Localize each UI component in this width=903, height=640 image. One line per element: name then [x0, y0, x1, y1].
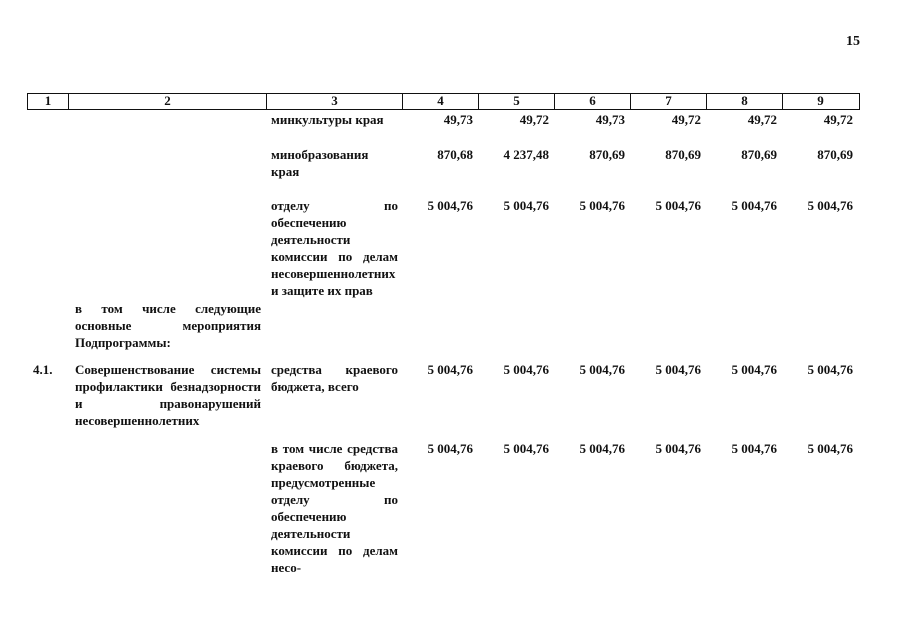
column-number-9: 9 — [817, 93, 824, 108]
value-cell: 5 004,76 — [731, 198, 777, 213]
value-cell: 49,72 — [747, 112, 777, 127]
value-cell: 5 004,76 — [655, 198, 701, 213]
value-cell: 5 004,76 — [503, 362, 549, 377]
value-cell: 5 004,76 — [503, 198, 549, 213]
table-header-row — [27, 93, 860, 110]
value-cell: 5 004,76 — [807, 441, 853, 456]
column-number-3: 3 — [267, 94, 403, 109]
column-number-2: 2 — [69, 94, 267, 109]
value-cell: 4 237,48 — [503, 147, 549, 162]
value-cell: 5 004,76 — [503, 441, 549, 456]
value-cell: 870,69 — [817, 147, 853, 162]
value-cell: 5 004,76 — [579, 441, 625, 456]
column-number-1: 1 — [28, 94, 69, 109]
value-cell: 5 004,76 — [731, 441, 777, 456]
value-cell: 5 004,76 — [807, 362, 853, 377]
value-cell: 870,69 — [589, 147, 625, 162]
value-cell: 5 004,76 — [579, 198, 625, 213]
section-caption: в том числе следующие основные мероприятия Подпрограммы: — [75, 301, 261, 350]
value-cell: 49,72 — [519, 112, 549, 127]
funding-source: средства краевого бюджета, всего — [271, 362, 398, 394]
value-cell: 5 004,76 — [427, 198, 473, 213]
value-cell: 870,69 — [665, 147, 701, 162]
value-cell: 49,72 — [823, 112, 853, 127]
value-cell: 5 004,76 — [731, 362, 777, 377]
item-number: 4.1. — [33, 362, 53, 377]
value-cell: 5 004,76 — [655, 362, 701, 377]
column-number-8: 8 — [707, 94, 783, 109]
funding-source: в том числе средства краевого бюджета, предусмотренные отделу по обеспечению деятельности комиссии по делам несо- — [271, 441, 398, 575]
value-cell: 49,72 — [671, 112, 701, 127]
value-cell: 870,68 — [437, 147, 473, 162]
column-number-6: 6 — [555, 94, 631, 109]
value-cell: 49,73 — [595, 112, 625, 127]
value-cell: 49,73 — [443, 112, 473, 127]
page-number: 15 — [846, 34, 860, 49]
value-cell: 5 004,76 — [655, 441, 701, 456]
column-number-4: 4 — [403, 94, 479, 109]
recipient-label: минкультуры края — [271, 112, 384, 127]
value-cell: 5 004,76 — [807, 198, 853, 213]
recipient-label: минобразования края — [271, 147, 369, 179]
recipient-label: отделу по обеспечению деятельности комиссии по делам несовершеннолетних и защите их прав — [271, 198, 398, 298]
value-cell: 5 004,76 — [579, 362, 625, 377]
column-number-5: 5 — [479, 94, 555, 109]
value-cell: 5 004,76 — [427, 362, 473, 377]
value-cell: 5 004,76 — [427, 441, 473, 456]
activity-name: Совершенствование системы профилактики безнадзорности и правонарушений несовершеннолетних — [75, 362, 261, 428]
column-number-7: 7 — [631, 94, 707, 109]
value-cell: 870,69 — [741, 147, 777, 162]
